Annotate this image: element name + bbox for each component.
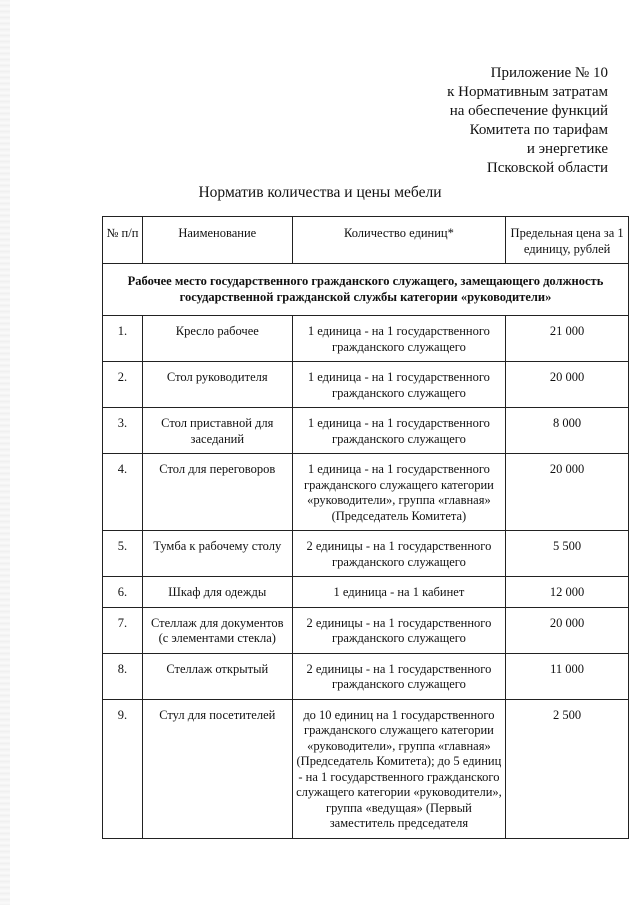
table-row bbox=[103, 454, 629, 531]
header-num: № п/п bbox=[103, 217, 143, 264]
cell-qty: 1 единица - на 1 государственного гражданского служащего категории «руководители», группа «главная» (Председатель Комитета) bbox=[292, 454, 506, 531]
table-section-row bbox=[103, 264, 629, 316]
appendix-line: Приложение № 10 bbox=[490, 65, 608, 81]
cell-name: Стол приставной для заседаний bbox=[142, 408, 292, 454]
table-row bbox=[103, 607, 629, 653]
cell-num: 1. bbox=[103, 316, 143, 362]
cell-price: 12 000 bbox=[506, 577, 629, 608]
header-qty: Количество единиц* bbox=[292, 217, 506, 264]
cell-num: 2. bbox=[103, 362, 143, 408]
cell-name: Кресло рабочее bbox=[142, 316, 292, 362]
cell-name: Стол руководителя bbox=[142, 362, 292, 408]
appendix-line: и энергетике bbox=[526, 141, 608, 157]
document-title: Норматив количества и цены мебели bbox=[198, 184, 442, 201]
cell-price: 20 000 bbox=[506, 607, 629, 653]
cell-price: 21 000 bbox=[506, 316, 629, 362]
cell-qty: 1 единица - на 1 государственного гражданского служащего bbox=[292, 362, 506, 408]
table-row bbox=[103, 653, 629, 699]
section-title: Рабочее место государственного гражданского служащего, замещающего должность государственной гражданской службы категории «руководители» bbox=[103, 264, 629, 316]
cell-name: Стол для переговоров bbox=[142, 454, 292, 531]
cell-price: 20 000 bbox=[506, 454, 629, 531]
table-row bbox=[103, 316, 629, 362]
appendix-line: на обеспечение функций bbox=[449, 103, 608, 119]
cell-price: 2 500 bbox=[506, 699, 629, 838]
cell-name: Тумба к рабочему столу bbox=[142, 531, 292, 577]
table-header-row bbox=[103, 217, 629, 264]
cell-price: 20 000 bbox=[506, 362, 629, 408]
table-row bbox=[103, 577, 629, 608]
cell-num: 5. bbox=[103, 531, 143, 577]
cell-name: Стеллаж для документов (с элементами стекла) bbox=[142, 607, 292, 653]
scan-edge bbox=[0, 0, 10, 905]
furniture-table bbox=[102, 216, 629, 839]
cell-num: 7. bbox=[103, 607, 143, 653]
appendix-line: Комитета по тарифам bbox=[469, 122, 608, 138]
cell-price: 5 500 bbox=[506, 531, 629, 577]
cell-qty: 1 единица - на 1 государственного гражданского служащего bbox=[292, 316, 506, 362]
table-row bbox=[103, 408, 629, 454]
cell-num: 9. bbox=[103, 699, 143, 838]
appendix-heading bbox=[447, 64, 608, 178]
cell-qty: до 10 единиц на 1 государственного гражданского служащего категории «руководители», группа «главная» (Председатель Комитета); до 5 единиц - на 1 государственного гражданского служащего категории «руководители», группа «ведущая» (Первый заместитель председателя bbox=[292, 699, 506, 838]
table-row bbox=[103, 362, 629, 408]
table-row bbox=[103, 699, 629, 838]
cell-num: 3. bbox=[103, 408, 143, 454]
cell-qty: 2 единицы - на 1 государственного гражданского служащего bbox=[292, 653, 506, 699]
cell-qty: 2 единицы - на 1 государственного гражданского служащего bbox=[292, 607, 506, 653]
cell-num: 6. bbox=[103, 577, 143, 608]
table-row bbox=[103, 531, 629, 577]
cell-price: 8 000 bbox=[506, 408, 629, 454]
appendix-line: Псковской области bbox=[486, 160, 608, 176]
cell-num: 8. bbox=[103, 653, 143, 699]
header-price: Предельная цена за 1 единицу, рублей bbox=[506, 217, 629, 264]
table-body bbox=[103, 316, 629, 839]
cell-name: Стул для посетителей bbox=[142, 699, 292, 838]
appendix-line: к Нормативным затратам bbox=[447, 84, 608, 100]
cell-qty: 1 единица - на 1 кабинет bbox=[292, 577, 506, 608]
cell-qty: 2 единицы - на 1 государственного гражданского служащего bbox=[292, 531, 506, 577]
cell-num: 4. bbox=[103, 454, 143, 531]
cell-price: 11 000 bbox=[506, 653, 629, 699]
header-name: Наименование bbox=[142, 217, 292, 264]
cell-name: Стеллаж открытый bbox=[142, 653, 292, 699]
cell-qty: 1 единица - на 1 государственного гражданского служащего bbox=[292, 408, 506, 454]
cell-name: Шкаф для одежды bbox=[142, 577, 292, 608]
